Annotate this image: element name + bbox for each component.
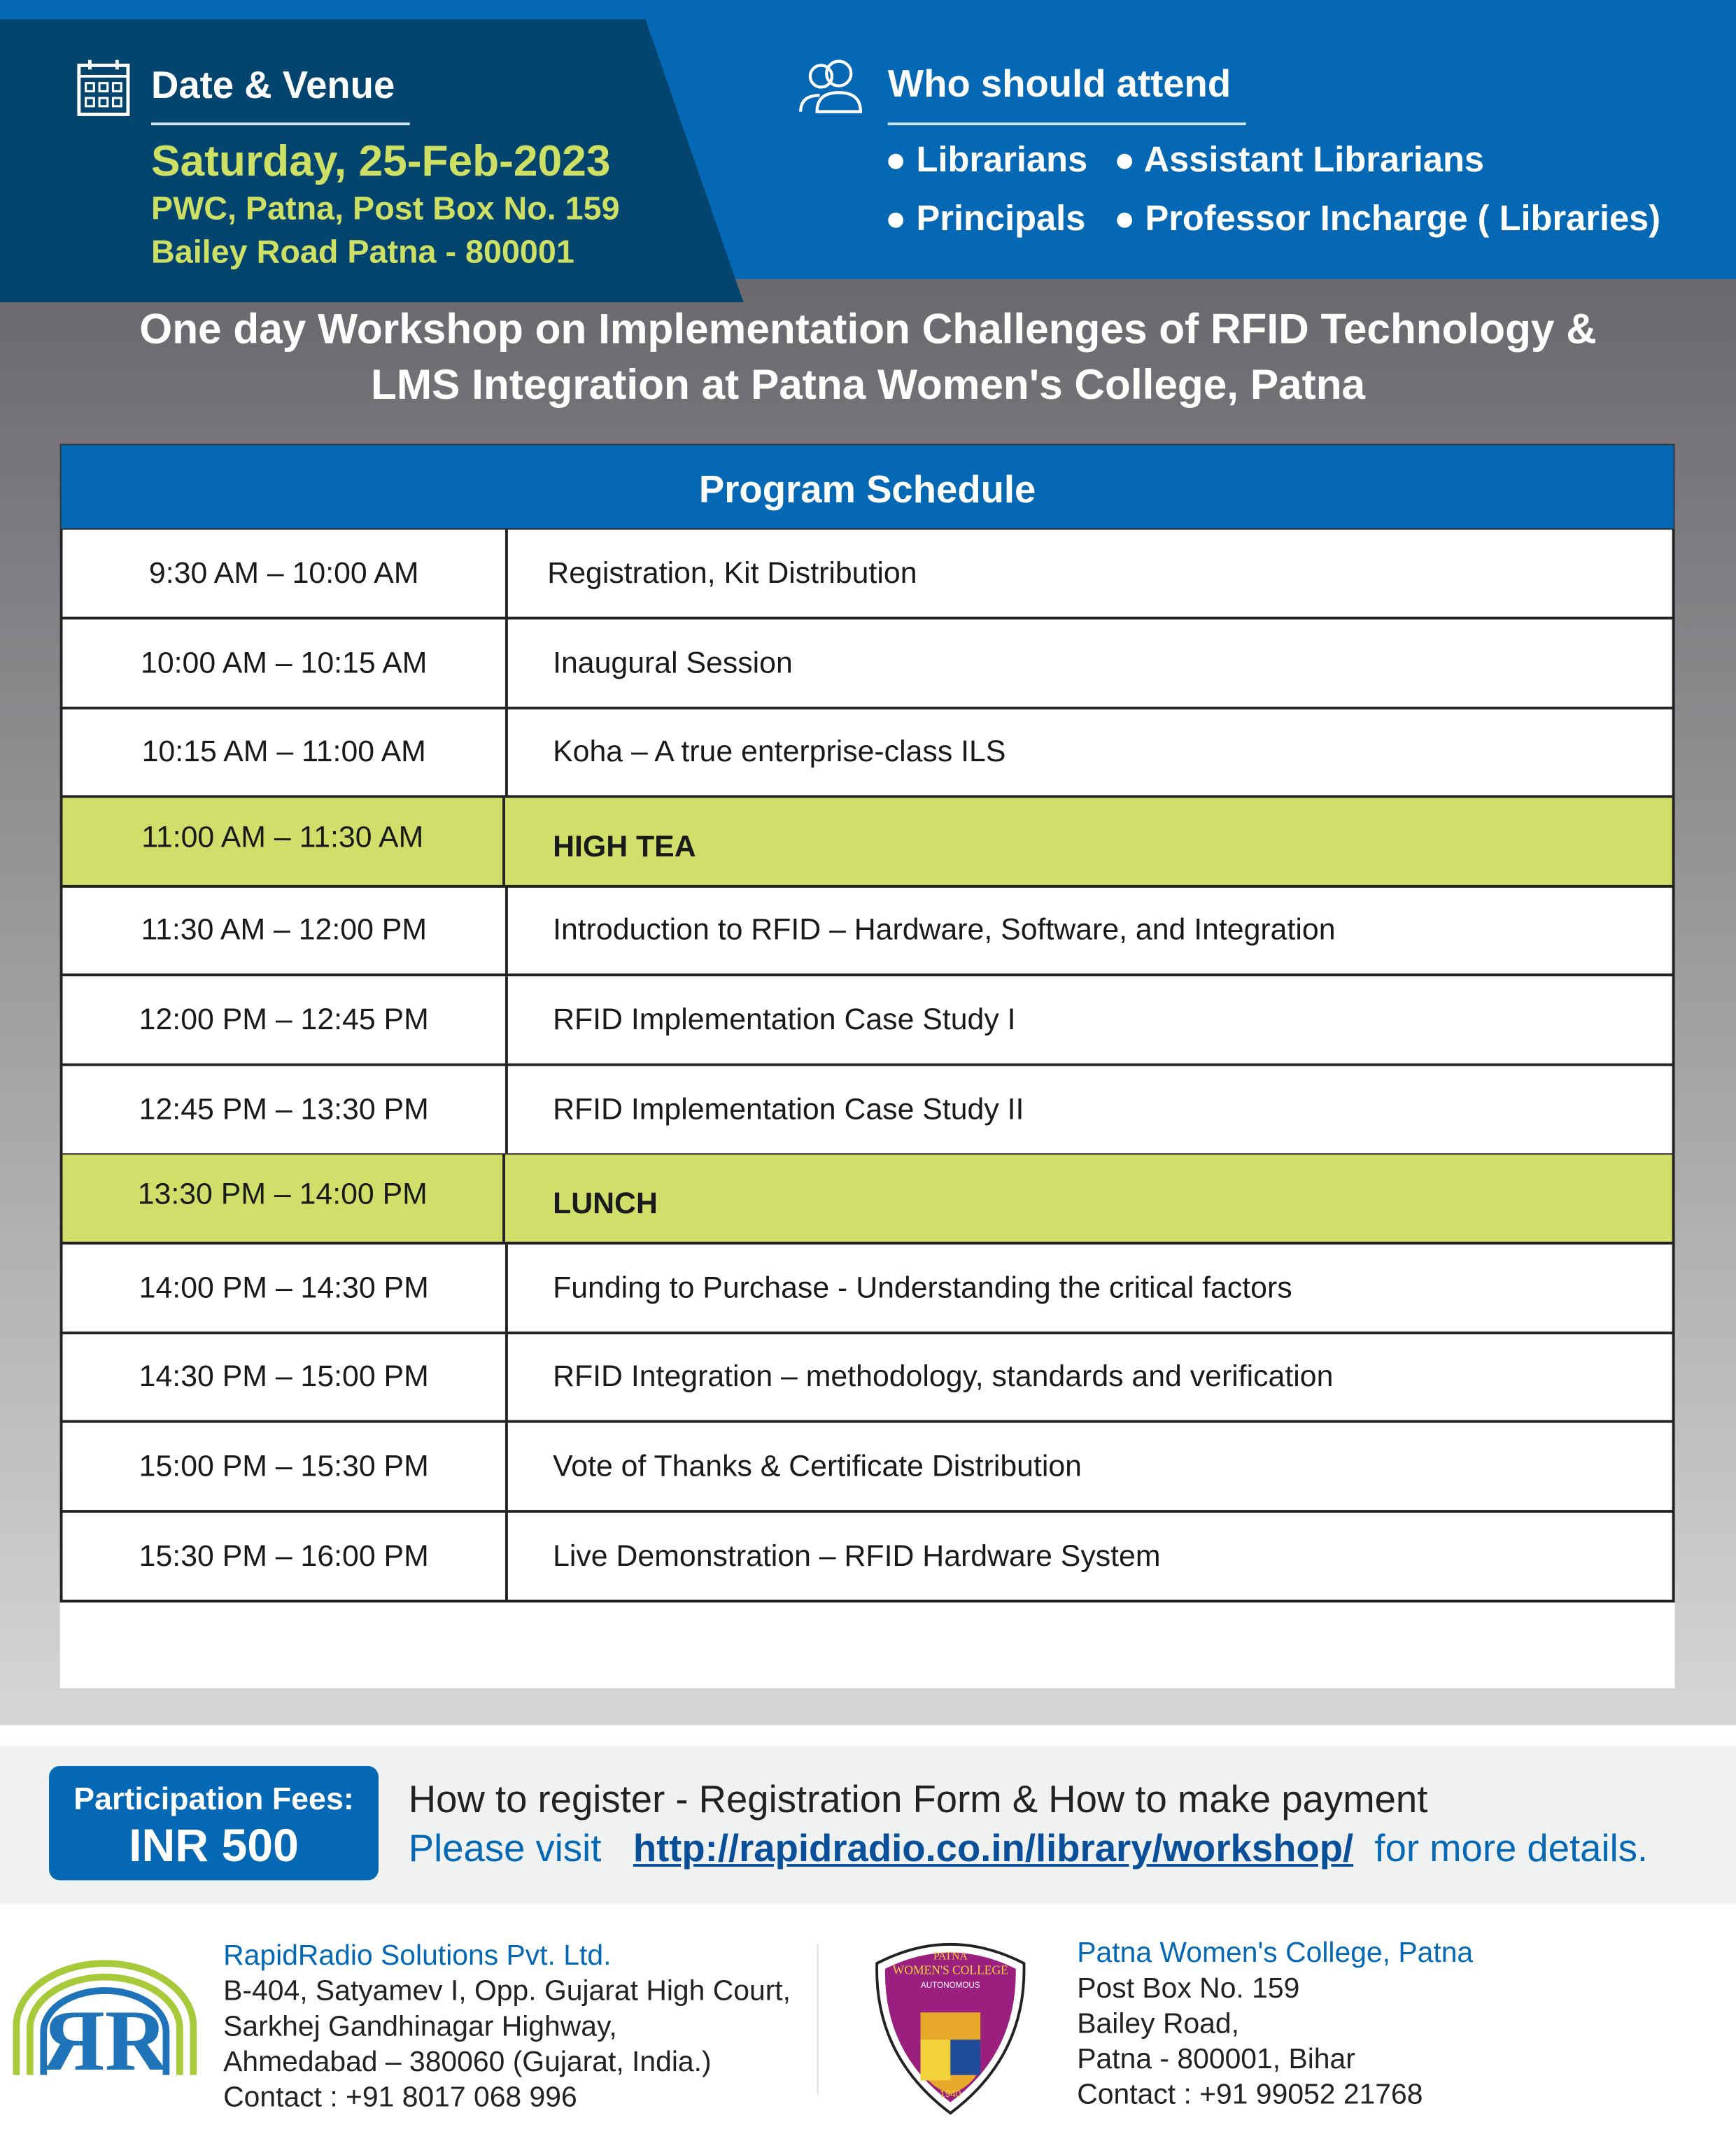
- session-title: Inaugural Session: [553, 644, 793, 679]
- svg-text:PATNA: PATNA: [933, 1950, 968, 1963]
- session-title: RFID Integration – methodology, standards and verification: [553, 1359, 1334, 1394]
- college-name: Patna Women's College, Patna: [1077, 1937, 1474, 1969]
- svg-text:1940: 1940: [940, 2088, 961, 2099]
- schedule-row: [60, 798, 1675, 887]
- session-title: HIGH TEA: [553, 828, 696, 863]
- session-time: 10:00 AM – 10:15 AM: [63, 619, 508, 707]
- schedule-row: [60, 1066, 1675, 1155]
- session-time: 12:45 PM – 13:30 PM: [63, 1066, 508, 1153]
- attendee-item: ● Librarians: [884, 139, 1088, 180]
- session-title: Live Demonstration – RFID Hardware System: [553, 1538, 1161, 1572]
- attendee-label: Librarians: [916, 139, 1088, 180]
- schedule-row: [60, 1512, 1675, 1602]
- session-time: 14:30 PM – 15:00 PM: [63, 1334, 508, 1421]
- session-title: LUNCH: [553, 1186, 658, 1220]
- fees-amount: INR 500: [129, 1820, 299, 1872]
- schedule-heading: Program Schedule: [60, 444, 1675, 530]
- visit-line: [409, 1828, 1648, 1871]
- attend-heading: Who should attend: [887, 62, 1232, 105]
- attendee-item: ● Principals: [884, 197, 1086, 239]
- workshop-title-line-2: LMS Integration at Patna Women's College, Patna: [371, 360, 1366, 409]
- attend-underline: [888, 122, 1246, 125]
- session-title: RFID Implementation Case Study I: [553, 1002, 1016, 1036]
- attendee-label: Principals: [916, 197, 1086, 239]
- attendee-item: ● Professor Incharge ( Libraries): [1113, 197, 1661, 239]
- register-text: How to register - Registration Form & How to make payment: [408, 1778, 1428, 1821]
- schedule-row: [60, 1244, 1675, 1334]
- contact-line: Contact : +91 8017 068 996: [223, 2082, 577, 2114]
- session-time: 12:00 PM – 12:45 PM: [63, 976, 508, 1064]
- college-seal-logo: [866, 1933, 1035, 2116]
- college-address: [1077, 1936, 1473, 2113]
- svg-text:AUTONOMOUS: AUTONOMOUS: [920, 1981, 980, 1991]
- fees-strip: [0, 1746, 1736, 1904]
- program-schedule-table: [60, 444, 1675, 1688]
- visit-text: Please visit: [408, 1827, 602, 1870]
- schedule-row: [60, 708, 1675, 798]
- address-line: B-404, Satyamev I, Opp. Gujarat High Court,: [223, 1975, 791, 2007]
- more-text: for more details.: [1374, 1827, 1649, 1870]
- session-time: 10:15 AM – 11:00 AM: [63, 708, 508, 796]
- company-address: [223, 1939, 791, 2116]
- event-date: Saturday, 25-Feb-2023: [151, 136, 611, 185]
- venue-line-1: PWC, Patna, Post Box No. 159: [151, 190, 620, 227]
- session-title: Introduction to RFID – Hardware, Software, and Integration: [553, 912, 1336, 947]
- venue-line-2: Bailey Road Patna - 800001: [151, 234, 574, 271]
- session-title: Registration, Kit Distribution: [547, 555, 917, 590]
- schedule-row: [60, 1423, 1675, 1513]
- schedule-row: [60, 976, 1675, 1066]
- contact-line: Contact : +91 99052 21768: [1077, 2079, 1423, 2111]
- session-title: Funding to Purchase - Understanding the critical factors: [553, 1270, 1292, 1304]
- calendar-icon: [76, 60, 131, 118]
- company-name: RapidRadio Solutions Pvt. Ltd.: [223, 1940, 612, 1972]
- session-time: 13:30 PM – 14:00 PM: [63, 1155, 505, 1243]
- session-title: Vote of Thanks & Certificate Distribution: [553, 1448, 1082, 1483]
- address-line: Sarkhej Gandhinagar Highway,: [223, 2011, 617, 2042]
- svg-text:ЯR: ЯR: [41, 1991, 168, 2075]
- session-time: 15:30 PM – 16:00 PM: [63, 1512, 508, 1599]
- rapidradio-logo: [11, 1958, 199, 2075]
- session-time: 14:00 PM – 14:30 PM: [63, 1244, 508, 1331]
- fees-label: Participation Fees:: [73, 1781, 354, 1816]
- schedule-row: [60, 1155, 1675, 1245]
- venue-underline: [151, 122, 410, 125]
- footer-divider: [817, 1944, 819, 2094]
- workshop-link[interactable]: http://rapidradio.co.in/library/workshop/: [633, 1827, 1354, 1870]
- session-time: 9:30 AM – 10:00 AM: [63, 530, 508, 617]
- session-time: 11:30 AM – 12:00 PM: [63, 887, 508, 975]
- session-title: RFID Implementation Case Study II: [553, 1091, 1024, 1126]
- attendee-label: Professor Incharge ( Libraries): [1145, 197, 1661, 239]
- session-time: 11:00 AM – 11:30 AM: [63, 798, 505, 885]
- venue-heading: Date & Venue: [151, 64, 395, 106]
- schedule-row: [60, 619, 1675, 709]
- session-title: Koha – A true enterprise-class ILS: [553, 734, 1006, 768]
- session-time: 15:00 PM – 15:30 PM: [63, 1423, 508, 1511]
- svg-text:WOMEN'S COLLEGE: WOMEN'S COLLEGE: [892, 1963, 1008, 1977]
- schedule-row: [60, 887, 1675, 977]
- attendee-label: Assistant Librarians: [1143, 139, 1485, 180]
- address-line: Bailey Road,: [1077, 2008, 1240, 2040]
- address-line: Ahmedabad – 380060 (Gujarat, India.): [223, 2046, 712, 2078]
- people-icon: [798, 57, 863, 115]
- address-line: Patna - 800001, Bihar: [1077, 2043, 1355, 2075]
- address-line: Post Box No. 159: [1077, 1972, 1300, 2005]
- schedule-row: [60, 530, 1675, 619]
- workshop-title-line-1: One day Workshop on Implementation Challenges of RFID Technology &: [139, 304, 1597, 353]
- fees-badge: [49, 1766, 379, 1880]
- attendee-item: ● Assistant Librarians: [1113, 139, 1485, 180]
- schedule-row: [60, 1334, 1675, 1423]
